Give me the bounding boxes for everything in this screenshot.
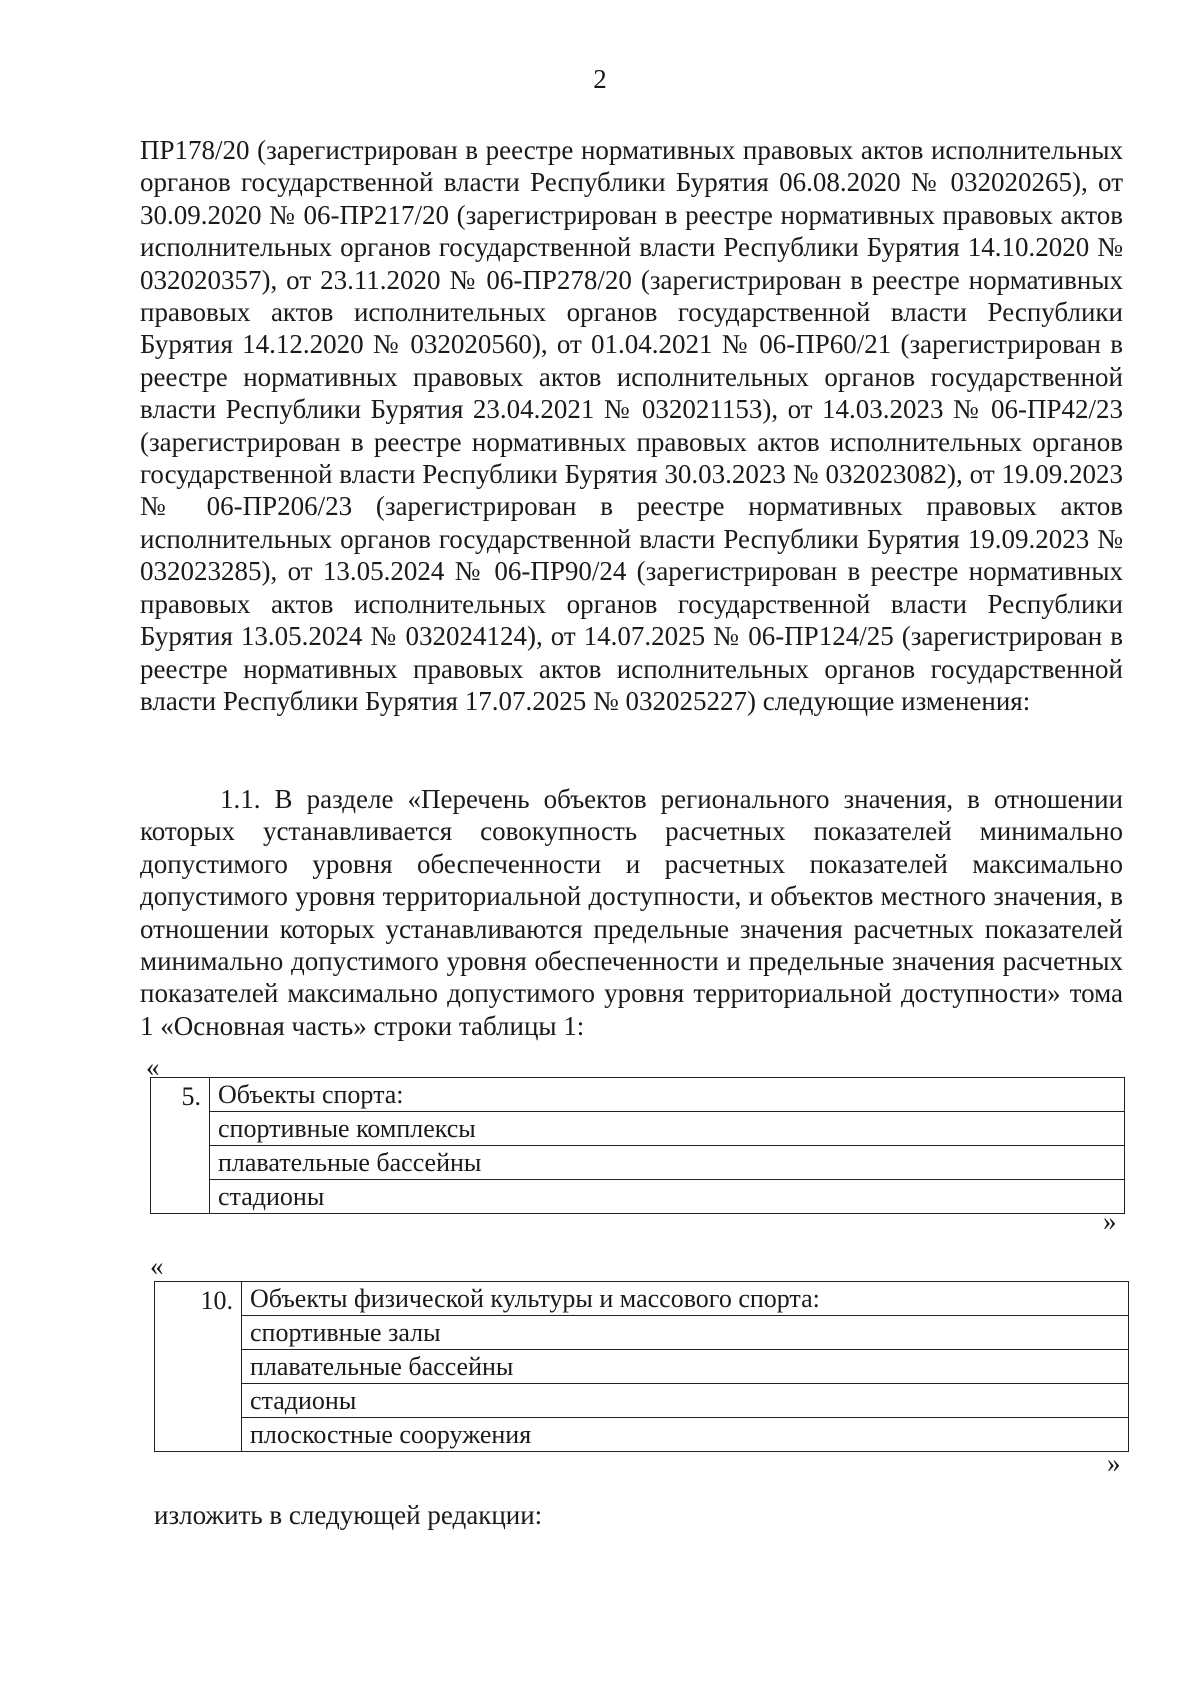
table1-close-quote: » bbox=[1103, 1206, 1117, 1236]
table-row bbox=[155, 1350, 1129, 1384]
intro-paragraph: ПР178/20 (зарегистрирован в реестре нормативных правовых актов исполнительных органов государственной власти Республики Бурятия 06.08.2020 № 032020265), от 30.09.2020 № 06-ПР217/20 (зарегистрирован в реестре нормативных правовых актов исполнительных органов государственной власти Республики Бурятия 14.10.2020 № 032020357), от 23.11.2020 № 06-ПР278/20 (зарегистрирован в реестре нормативных правовых актов исполнительных органов государственной власти Республики Бурятия 14.12.2020 № 032020560), от 01.04.2021 № 06-ПР60/21 (зарегистрирован в реестре нормативных правовых актов исполнительных органов государственной власти Республики Бурятия 23.04.2021 № 032021153), от 14.03.2023 № 06-ПР42/23 (зарегистрирован в реестре нормативных правовых актов исполнительных органов государственной власти Республики Бурятия 30.03.2023 № 032023082), от 19.09.2023 № 06-ПР206/23 (зарегистрирован в реестре нормативных правовых актов исполнительных органов государственной власти Республики Бурятия 19.09.2023 № 032023285), от 13.05.2024 № 06-ПР90/24 (зарегистрирован в реестре нормативных правовых актов исполнительных органов государственной власти Республики Бурятия 13.05.2024 № 032024124), от 14.07.2025 № 06-ПР124/25 (зарегистрирован в реестре нормативных правовых актов исполнительных органов государственной власти Республики Бурятия 17.07.2025 № 032025227) следующие изменения: bbox=[140, 135, 1123, 716]
table-row bbox=[155, 1384, 1129, 1418]
table-physical-culture-objects bbox=[154, 1281, 1129, 1452]
table-cell: плоскостные сооружения bbox=[242, 1418, 1129, 1452]
page-number: 2 bbox=[593, 64, 607, 94]
row-number: 10. bbox=[155, 1282, 242, 1452]
table-cell: стадионы bbox=[210, 1180, 1125, 1214]
table-sport-objects bbox=[150, 1077, 1125, 1214]
section-paragraph: 1.1. В разделе «Перечень объектов регионального значения, в отношении которых устанавливается совокупность расчетных показателей минимально допустимого уровня обеспеченности и расчетных показателей максимально допустимого уровня территориальной доступности, и объектов местного значения, в отношении которых устанавливаются предельные значения расчетных показателей минимально допустимого уровня обеспеченности и предельные значения расчетных показателей максимально допустимого уровня территориальной доступности» тома 1 «Основная часть» строки таблицы 1: bbox=[140, 784, 1123, 1041]
table-cell: Объекты спорта: bbox=[210, 1078, 1125, 1112]
table-cell: плавательные бассейны bbox=[210, 1146, 1125, 1180]
table-cell: спортивные залы bbox=[242, 1316, 1129, 1350]
table-row bbox=[155, 1316, 1129, 1350]
table-cell: стадионы bbox=[242, 1384, 1129, 1418]
table-row bbox=[151, 1078, 1125, 1112]
table-row bbox=[155, 1418, 1129, 1452]
row-number: 5. bbox=[151, 1078, 210, 1214]
table-row bbox=[151, 1180, 1125, 1214]
table-row bbox=[151, 1112, 1125, 1146]
table2-close-quote: » bbox=[1107, 1448, 1121, 1478]
table2-open-quote: « bbox=[150, 1251, 164, 1281]
table-row bbox=[151, 1146, 1125, 1180]
closing-text: изложить в следующей редакции: bbox=[154, 1500, 543, 1530]
table-cell: спортивные комплексы bbox=[210, 1112, 1125, 1146]
table-cell: плавательные бассейны bbox=[242, 1350, 1129, 1384]
table1-open-quote: « bbox=[146, 1052, 160, 1082]
table-cell: Объекты физической культуры и массового спорта: bbox=[242, 1282, 1129, 1316]
table-row bbox=[155, 1282, 1129, 1316]
